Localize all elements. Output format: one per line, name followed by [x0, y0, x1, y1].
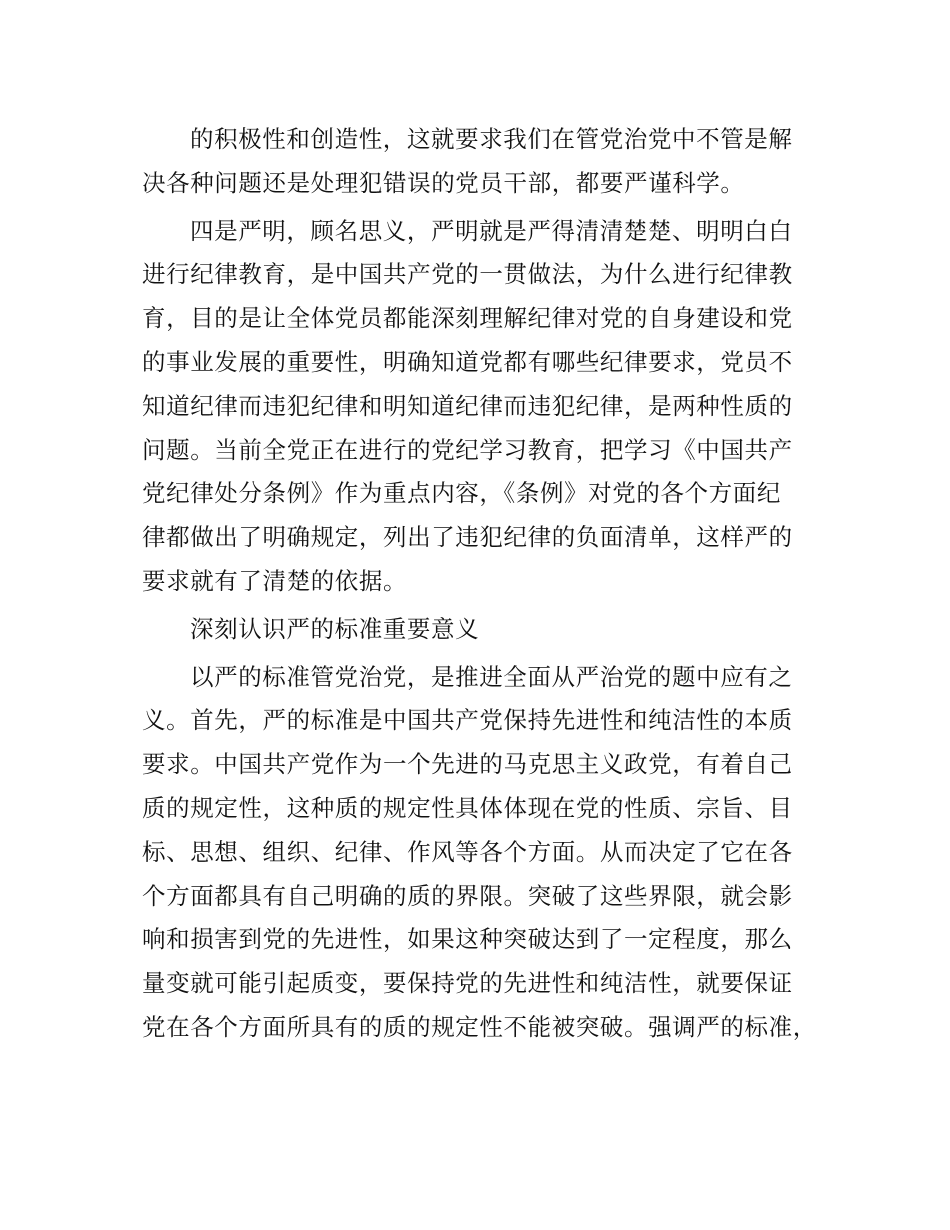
- text-line: 律都做出了明确规定，列出了违犯纪律的负面清单，这样严的: [142, 523, 793, 552]
- text-line: 的事业发展的重要性，明确知道党都有哪些纪律要求，党员不: [142, 347, 793, 376]
- text-line: 质的规定性，这种质的规定性具体体现在党的性质、宗旨、目: [142, 793, 793, 822]
- text-line: 响和损害到党的先进性，如果这种突破达到了一定程度，那么: [142, 925, 793, 954]
- section-heading: 深刻认识严的标准重要意义: [190, 614, 480, 643]
- text-line: 问题。当前全党正在进行的党纪学习教育，把学习《中国共产: [142, 435, 793, 464]
- body-text: [142, 118, 832, 1050]
- text-line: 育，目的是让全体党员都能深刻理解纪律对党的自身建设和党: [142, 304, 793, 333]
- paragraph-start-line: 以严的标准管党治党，是推进全面从严治党的题中应有之: [190, 662, 793, 691]
- text-line: 进行纪律教育，是中国共产党的一贯做法，为什么进行纪律教: [142, 260, 793, 289]
- text-line: 要求。中国共产党作为一个先进的马克思主义政党，有着自己: [142, 750, 793, 779]
- text-line: 义。首先，严的标准是中国共产党保持先进性和纯洁性的本质: [142, 706, 793, 735]
- text-line: 党纪律处分条例》作为重点内容，《条例》对党的各个方面纪: [142, 479, 781, 508]
- text-line: 知道纪律而违犯纪律和明知道纪律而违犯纪律，是两种性质的: [142, 391, 793, 420]
- text-line: 量变就可能引起质变，要保持党的先进性和纯洁性，就要保证: [142, 969, 793, 998]
- text-line: 决各种问题还是处理犯错误的党员干部，都要严谨科学。: [142, 168, 745, 197]
- text-line: 的积极性和创造性，这就要求我们在管党治党中不管是解: [190, 125, 793, 153]
- paragraph-start-line: 四是严明，顾名思义，严明就是严得清清楚楚、明明白白: [190, 216, 793, 245]
- text-line: 要求就有了清楚的依据。: [142, 566, 408, 595]
- text-line: 党在各个方面所具有的质的规定性不能被突破。强调严的标准，: [142, 1012, 817, 1041]
- text-line: 个方面都具有自己明确的质的界限。突破了这些界限，就会影: [142, 881, 793, 910]
- text-line: 标、思想、组织、纪律、作风等各个方面。从而决定了它在各: [142, 837, 793, 866]
